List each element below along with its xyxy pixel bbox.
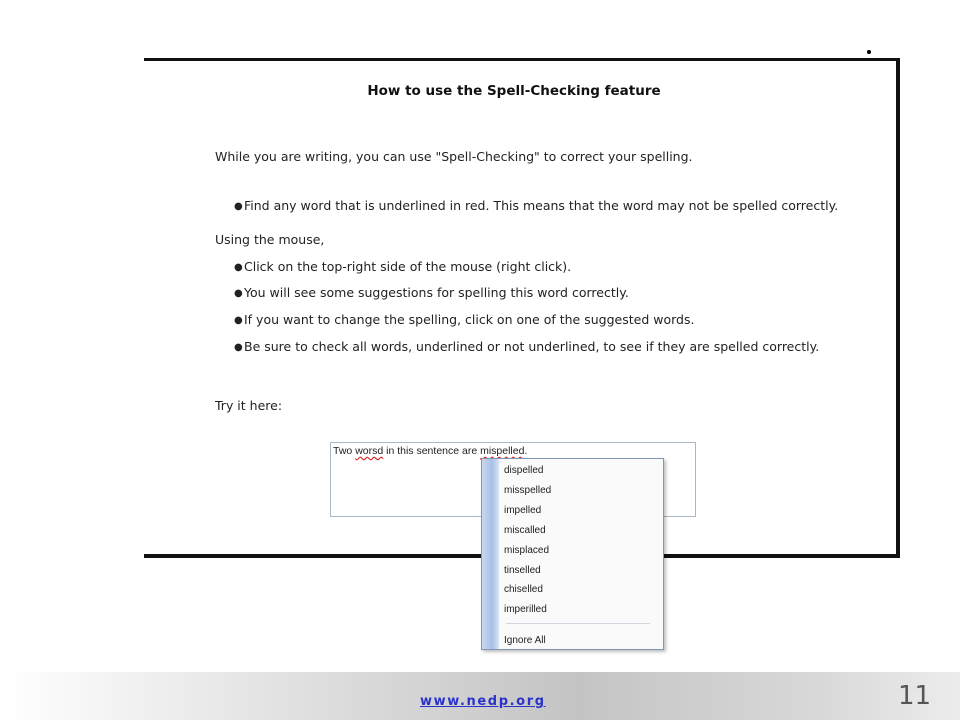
menu-gutter (482, 459, 499, 649)
using-mouse-text: Using the mouse, (215, 232, 325, 247)
ignore-all-item[interactable]: Ignore All (504, 635, 546, 646)
step-text: Be sure to check all words, underlined or not underlined, to see if they are spelled correctly. (244, 339, 820, 354)
bullet-icon: ● (234, 201, 243, 212)
slide-title: How to use the Spell-Checking feature (367, 83, 661, 99)
suggestion-item[interactable]: imperilled (504, 604, 547, 615)
step-item (234, 312, 694, 327)
decorative-dot (867, 50, 871, 54)
step-text: You will see some suggestions for spelling this word correctly. (244, 285, 629, 300)
suggestion-item[interactable]: impelled (504, 505, 542, 516)
text-segment: in this sentence are (383, 445, 481, 457)
misspelled-word[interactable]: mispelled (480, 445, 525, 457)
bullet-find (234, 198, 838, 213)
page-number: 11 (898, 681, 932, 711)
text-segment: . (524, 445, 528, 457)
try-it-label: Try it here: (215, 398, 283, 413)
text-segment: Two (333, 445, 356, 457)
bullet-icon: ● (234, 262, 243, 273)
suggestion-item[interactable]: misspelled (504, 485, 552, 496)
suggestion-item[interactable]: miscalled (504, 525, 546, 536)
suggestion-item[interactable]: dispelled (504, 465, 544, 476)
step-item (234, 339, 819, 354)
textarea-content (333, 445, 527, 457)
footer-url-link[interactable]: www.nedp.org (420, 694, 546, 709)
step-item (234, 259, 571, 274)
menu-separator (506, 623, 650, 624)
intro-text: While you are writing, you can use "Spell-Checking" to correct your spelling. (215, 149, 693, 164)
bullet-find-text: Find any word that is underlined in red. This means that the word may not be spelled correctly. (244, 198, 839, 213)
bullet-icon: ● (234, 288, 243, 299)
step-item (234, 285, 629, 300)
suggestion-item[interactable]: misplaced (504, 545, 550, 556)
suggestion-item[interactable]: chiselled (504, 584, 543, 595)
misspelled-word[interactable]: worsd (355, 445, 384, 457)
step-text: If you want to change the spelling, click on one of the suggested words. (244, 312, 695, 327)
suggestion-item[interactable]: tinselled (504, 565, 541, 576)
bullet-icon: ● (234, 342, 243, 353)
spelling-context-menu (481, 458, 664, 650)
bullet-icon: ● (234, 315, 243, 326)
step-text: Click on the top-right side of the mouse (right click). (244, 259, 572, 274)
